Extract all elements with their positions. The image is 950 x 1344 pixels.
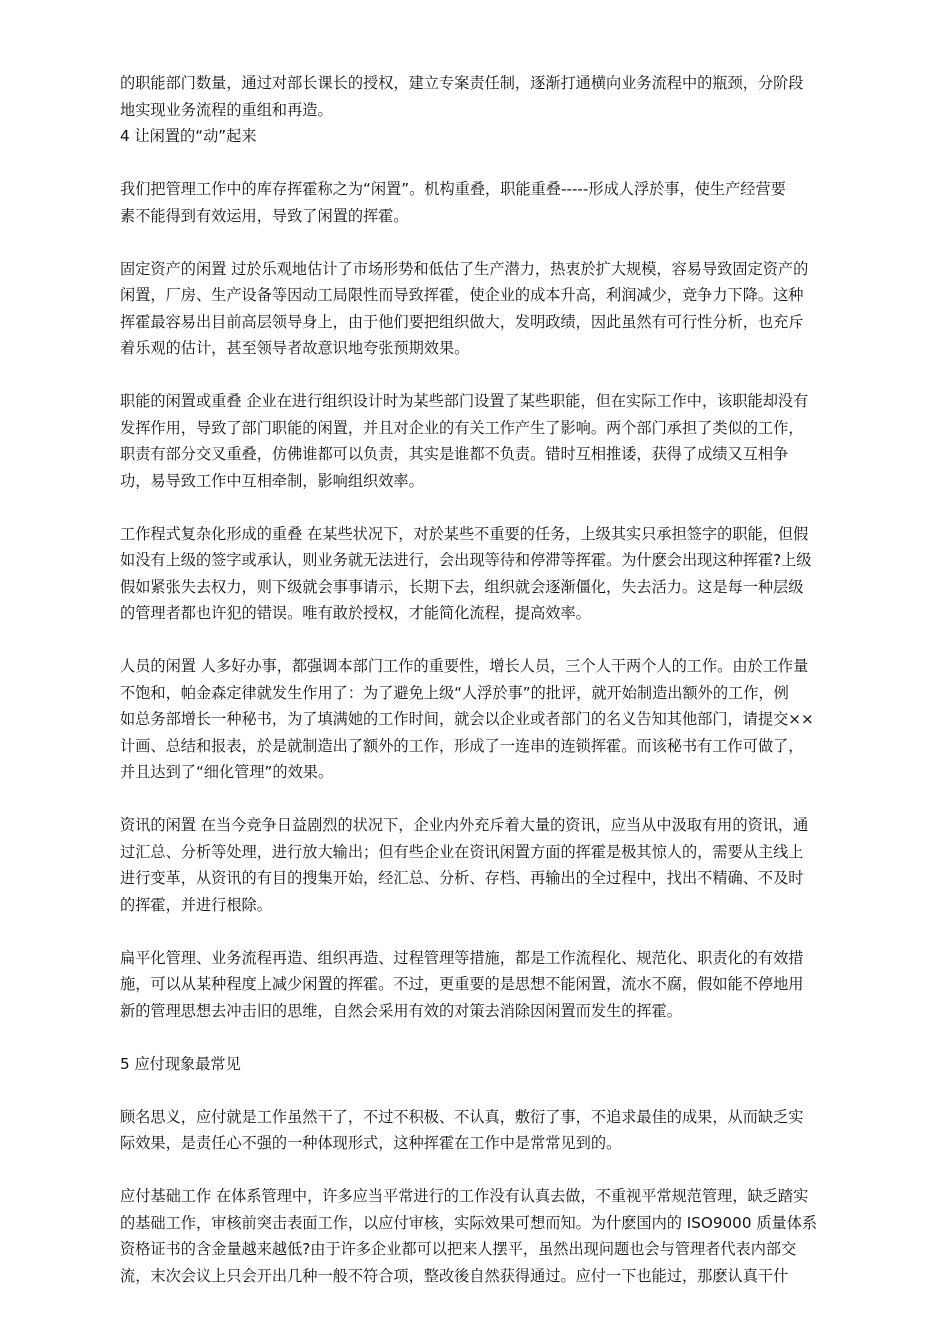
text-line: 扁平化管理、业务流程再造、组织再造、过程管理等措施，都是工作流程化、规范化、职责化的有效措 — [120, 948, 804, 967]
text-line: 挥霍最容易出目前高层领导身上，由于他们要把组织做大，发明政绩，因此虽然有可行性分析，也充斥 — [120, 312, 804, 331]
section-heading — [120, 1051, 855, 1078]
text-line: 着乐观的估计，甚至领导者故意识地夸张预期效果。 — [120, 339, 470, 357]
paragraph — [120, 653, 855, 786]
text-line: 如没有上级的签字或承认，则业务就无法进行，会出现等待和停滞等挥霍。为什麽会出现这种挥霍?上级 — [120, 551, 812, 569]
text-line: 如总务部增长一种秘书，为了填满她的工作时间，就会以企业或者部门的名义告知其他部门，请提交×× — [120, 710, 814, 728]
text-line: 工作程式复杂化形成的重叠 在某些状况下，对於某些不重要的任务，上级其实只承担签字的职能，但假 — [120, 524, 809, 543]
paragraph-spacer — [120, 627, 855, 654]
text-line: 5 应付现象最常见 — [120, 1054, 241, 1073]
paragraph — [120, 521, 855, 627]
text-line: 我们把管理工作中的库存挥霍称之为“闲置”。机构重叠，职能重叠-----形成人浮於事，使生产经营要 — [120, 180, 786, 198]
text-line: 假如紧张失去权力，则下级就会事事请示，长期下去，组织就会逐渐僵化，失去活力。这是每一种层级 — [120, 577, 804, 596]
text-line: 顾名思义，应付就是工作虽然干了，不过不积极、不认真，敷衍了事，不追求最佳的成果，从而缺乏实 — [120, 1107, 804, 1126]
paragraph — [120, 945, 855, 1025]
paragraph-spacer — [120, 918, 855, 945]
text-line: 不饱和，帕金森定律就发生作用了：为了避免上级“人浮於事”的批评，就开始制造出额外的工作，例 — [120, 683, 789, 702]
text-line: 发挥作用，导致了部门职能的闲置，并且对企业的有关工作产生了影响。两个部门承担了类似的工作， — [120, 418, 804, 437]
text-line: 职能的闲置或重叠 企业在进行组织设计时为某些部门设置了某些职能，但在实际工作中，该职能却没有 — [120, 392, 809, 410]
text-line: 计画、总结和报表，於是就制造出了额外的工作，形成了一连串的连锁挥霍。而该秘书有工作可做了， — [120, 736, 804, 755]
text-line: 的挥霍，并进行根除。 — [120, 895, 272, 914]
text-line: 际效果，是责任心不强的一种体现形式，这种挥霍在工作中是常常见到的。 — [120, 1134, 622, 1152]
text-line: 的职能部门数量，通过对部长课长的授权，建立专案责任制，逐渐打通横向业务流程中的瓶颈，分阶段 — [120, 74, 804, 92]
text-line: 的基础工作，审核前突击表面工作，以应付审核，实际效果可想而知。为什麽国内的 ISO9000 质量体系 — [120, 1213, 818, 1232]
paragraph — [120, 176, 855, 229]
text-line: 地实现业务流程的重组和再造。 — [120, 100, 333, 119]
text-line: 闲置，厂房、生产设备等因动工局限性而导致挥霍，使企业的成本升高，利润减少，竞争力下降。这种 — [120, 286, 804, 304]
paragraph — [120, 1183, 855, 1289]
text-line: 流，末次会议上只会开出几种一般不符合项，整改後自然获得通过。应付一下也能过，那麽认真干什 — [120, 1266, 789, 1285]
paragraph — [120, 1104, 855, 1157]
text-line: 进行变革，从资讯的有目的搜集开始，经汇总、分析、存档、再输出的全过程中，找出不精确、不及时 — [120, 869, 804, 887]
text-line: 的管理者都也许犯的错误。唯有敢於授权，才能简化流程，提高效率。 — [120, 604, 591, 622]
paragraph — [120, 256, 855, 362]
paragraph-spacer — [120, 494, 855, 521]
text-line: 新的管理思想去冲击旧的思维，自然会采用有效的对策去消除因闲置而发生的挥霍。 — [120, 1001, 682, 1020]
paragraph — [120, 70, 855, 123]
text-line: 资讯的闲置 在当今竞争日益剧烈的状况下，企业内外充斥着大量的资讯，应当从中汲取有用的资讯，通 — [120, 816, 809, 834]
paragraph — [120, 812, 855, 918]
text-line: 应付基础工作 在体系管理中，许多应当平常进行的工作没有认真去做，不重视平常规范管理，缺乏踏实 — [120, 1187, 809, 1205]
text-line: 功，易导致工作中互相牵制，影响组织效率。 — [120, 471, 424, 490]
text-line: 固定资产的闲置 过於乐观地估计了市场形势和低估了生产潜力，热衷於扩大规模，容易导致固定资产的 — [120, 259, 809, 278]
paragraph-spacer — [120, 1157, 855, 1184]
paragraph-spacer — [120, 229, 855, 256]
paragraph-spacer — [120, 362, 855, 389]
text-line: 人员的闲置 人多好办事，都强调本部门工作的重要性，增长人员，三个人干两个人的工作。由於工作量 — [120, 657, 809, 675]
text-line: 4 让闲置的“动”起来 — [120, 127, 257, 145]
text-line: 过汇总、分析等处理，进行放大输出；但有些企业在资讯闲置方面的挥霍是极其惊人的，需要从主线上 — [120, 842, 804, 861]
text-line: 并且达到了“细化管理”的效果。 — [120, 763, 334, 781]
text-line: 职责有部分交叉重叠，仿佛谁都可以负责，其实是谁都不负责。错时互相推诿，获得了成绩又互相争 — [120, 445, 789, 463]
paragraph-spacer — [120, 786, 855, 813]
text-line: 资格证书的含金量越来越低?由于许多企业都可以把来人摆平，虽然出现问题也会与管理者代表内部交 — [120, 1240, 797, 1258]
paragraph-spacer — [120, 150, 855, 177]
paragraph-spacer — [120, 1077, 855, 1104]
document-page — [120, 70, 855, 1289]
text-line: 素不能得到有效运用，导致了闲置的挥霍。 — [120, 206, 409, 225]
paragraph — [120, 388, 855, 494]
paragraph-spacer — [120, 1024, 855, 1051]
section-heading — [120, 123, 855, 150]
text-line: 施，可以从某种程度上减少闲置的挥霍。不过，更重要的是思想不能闲置，流水不腐，假如能不停地用 — [120, 975, 804, 993]
